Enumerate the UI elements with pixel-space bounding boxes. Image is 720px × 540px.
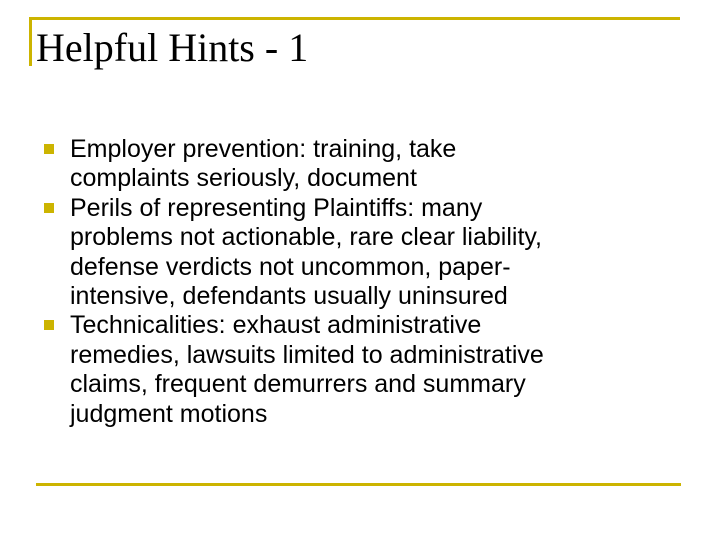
bottom-rule [36, 483, 681, 486]
bullet-line: claims, frequent demurrers and summary [70, 370, 526, 399]
bullet-item-employer-prevention [44, 135, 684, 194]
bullet-line: remedies, lawsuits limited to administrative [70, 340, 544, 369]
bullet-line: intensive, defendants usually uninsured [70, 282, 508, 311]
square-bullet-icon [44, 144, 54, 154]
bullet-line: Perils of representing Plaintiffs: many [70, 193, 483, 222]
bullet-line: Technicalities: exhaust administrative [70, 311, 482, 340]
bullet-item-perils [44, 194, 684, 312]
slide-title: Helpful Hints - 1 [36, 25, 309, 70]
bullet-line: complaints seriously, document [70, 164, 417, 193]
bullet-line: defense verdicts not uncommon, paper- [70, 252, 511, 281]
bullet-line: Employer prevention: training, take [70, 135, 457, 163]
title-left-rule [29, 17, 32, 66]
square-bullet-icon [44, 320, 54, 330]
bullet-item-technicalities [44, 311, 684, 429]
title-top-rule [29, 17, 680, 20]
bullet-list [44, 135, 684, 429]
bullet-line: problems not actionable, rare clear liability, [70, 223, 542, 252]
square-bullet-icon [44, 203, 54, 213]
bullet-line: judgment motions [70, 399, 268, 428]
